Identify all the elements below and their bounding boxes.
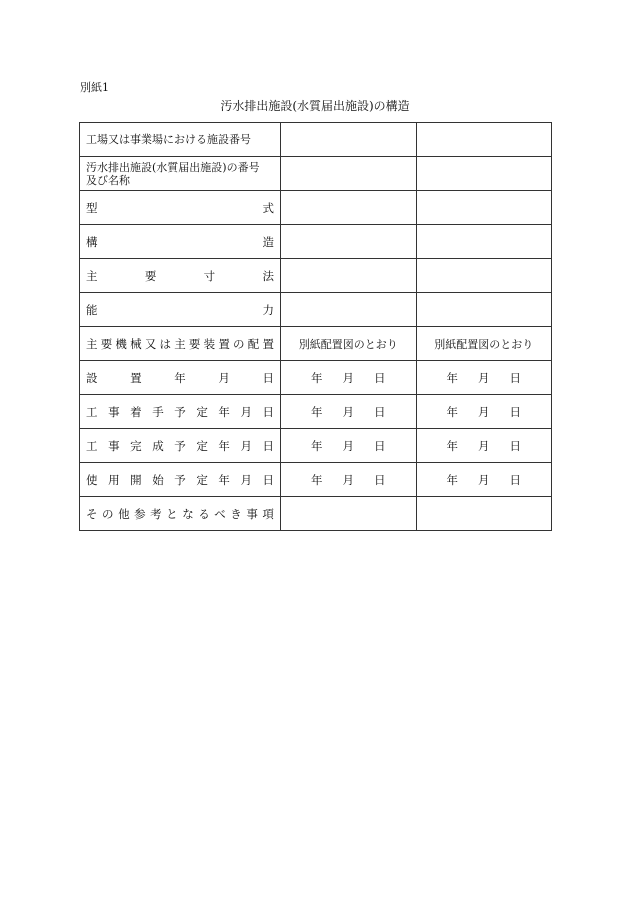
label-char: 力	[262, 302, 274, 317]
year-mark: 年	[311, 472, 323, 487]
month-mark: 月	[478, 404, 490, 419]
label-char: の	[233, 336, 245, 351]
month-mark: 月	[478, 370, 490, 385]
value-cell	[416, 191, 552, 225]
row-label-cell	[80, 191, 281, 225]
row-label-structure	[86, 234, 274, 250]
label-char: 日	[262, 370, 274, 385]
label-char: 定	[196, 438, 208, 453]
table-row	[80, 395, 552, 429]
label-char: と	[166, 506, 178, 521]
label-char: 日	[262, 404, 274, 419]
row-label-operation-start-date	[86, 472, 274, 488]
row-label-cell	[80, 463, 281, 497]
label-char: 置	[130, 370, 142, 385]
value-cell	[416, 225, 552, 259]
label-char: 要	[100, 336, 113, 351]
label-char: 寸	[203, 268, 216, 283]
label-char: 参	[134, 506, 146, 521]
label-char: 定	[196, 404, 208, 419]
layout-reference-cell: 別紙配置図のとおり	[281, 327, 417, 361]
label-char: は	[159, 336, 172, 351]
table-row	[80, 361, 552, 395]
row-label-cell	[80, 361, 281, 395]
label-char: 機	[115, 336, 127, 351]
label-char: 始	[152, 472, 164, 487]
value-cell	[281, 497, 417, 531]
row-label-line: 及び名称	[86, 173, 130, 187]
label-char: 年	[218, 404, 230, 419]
label-char: 定	[196, 472, 208, 487]
layout-reference-cell: 別紙配置図のとおり	[416, 327, 552, 361]
day-mark: 日	[374, 472, 386, 487]
month-mark: 月	[342, 472, 354, 487]
row-label-facility-name	[86, 161, 274, 187]
year-mark: 年	[446, 404, 458, 419]
row-label-installation-date	[86, 370, 274, 386]
table-row	[80, 191, 552, 225]
label-char: 主	[174, 336, 186, 351]
label-char: 事	[108, 438, 120, 453]
date-cell	[281, 429, 417, 463]
row-label-cell	[80, 497, 281, 531]
day-mark: 日	[509, 370, 521, 385]
day-mark: 日	[374, 438, 386, 453]
table-row	[80, 293, 552, 327]
date-cell	[281, 395, 417, 429]
value-cell	[281, 259, 417, 293]
label-char: 構	[86, 234, 98, 249]
label-char: 年	[218, 472, 230, 487]
table-row	[80, 225, 552, 259]
label-char: 法	[262, 268, 274, 283]
label-char: 置	[218, 336, 230, 351]
date-cell	[416, 361, 552, 395]
label-char: 造	[262, 234, 274, 249]
row-label-construction-start-date	[86, 404, 274, 420]
label-char: 使	[86, 472, 98, 487]
value-cell	[416, 497, 552, 531]
label-char: べ	[214, 506, 226, 521]
row-label-cell	[80, 327, 281, 361]
value-cell	[281, 225, 417, 259]
label-char: る	[198, 506, 210, 521]
table-row	[80, 429, 552, 463]
label-char: 事	[246, 506, 258, 521]
label-char: 完	[130, 438, 142, 453]
table-row	[80, 463, 552, 497]
label-char: 械	[130, 336, 142, 351]
table-row	[80, 497, 552, 531]
date-cell	[281, 361, 417, 395]
value-cell	[416, 293, 552, 327]
row-label-other-reference	[86, 506, 274, 522]
row-label-equipment-layout	[86, 336, 274, 352]
table-row	[80, 259, 552, 293]
row-label-cell	[80, 395, 281, 429]
day-mark: 日	[509, 472, 521, 487]
label-char: 年	[218, 438, 230, 453]
label-char: 考	[150, 506, 162, 521]
month-mark: 月	[342, 370, 354, 385]
label-char: 式	[262, 200, 274, 215]
value-cell	[281, 191, 417, 225]
label-char: 能	[86, 302, 98, 317]
year-mark: 年	[311, 438, 323, 453]
value-cell	[281, 123, 417, 157]
facility-structure-table	[79, 122, 552, 531]
month-mark: 月	[342, 438, 354, 453]
label-char: 工	[86, 438, 98, 453]
month-mark: 月	[478, 438, 490, 453]
value-cell	[416, 259, 552, 293]
label-char: 月	[240, 438, 252, 453]
label-char: な	[182, 506, 194, 521]
label-char: 日	[262, 472, 274, 487]
label-char: 手	[152, 404, 164, 419]
value-cell	[281, 157, 417, 191]
label-char: 主	[86, 336, 98, 351]
row-label-main-dimensions	[86, 268, 274, 284]
row-label-type	[86, 200, 274, 216]
label-char: の	[102, 506, 114, 521]
date-cell	[416, 463, 552, 497]
month-mark: 月	[478, 472, 490, 487]
label-char: 又	[144, 336, 157, 351]
label-char: 設	[86, 370, 98, 385]
month-mark: 月	[342, 404, 354, 419]
label-char: 年	[174, 370, 186, 385]
day-mark: 日	[509, 404, 521, 419]
label-char: 着	[130, 404, 142, 419]
date-cell	[281, 463, 417, 497]
label-char: 月	[240, 472, 252, 487]
label-char: 項	[262, 506, 274, 521]
label-char: き	[230, 506, 242, 521]
date-cell	[416, 429, 552, 463]
row-label-line: 汚水排出施設(水質届出施設)の番号	[86, 160, 260, 174]
row-label-capacity	[86, 302, 274, 318]
label-char: 月	[240, 404, 252, 419]
value-cell	[416, 123, 552, 157]
row-label-cell	[80, 123, 281, 157]
table-row	[80, 123, 552, 157]
label-char: 型	[86, 200, 98, 215]
label-char: 主	[86, 268, 98, 283]
label-char: 日	[262, 438, 274, 453]
document-title: 汚水排出施設(水質届出施設)の構造	[220, 99, 410, 113]
year-mark: 年	[446, 438, 458, 453]
annex-label: 別紙1	[80, 81, 109, 94]
value-cell	[416, 157, 552, 191]
label-char: 予	[174, 472, 186, 487]
table-row	[80, 157, 552, 191]
year-mark: 年	[311, 370, 323, 385]
label-char: 成	[152, 438, 164, 453]
row-label-cell	[80, 157, 281, 191]
row-label-cell	[80, 225, 281, 259]
value-cell	[281, 293, 417, 327]
label-char: 要	[188, 336, 201, 351]
row-label-cell	[80, 429, 281, 463]
day-mark: 日	[374, 404, 386, 419]
label-char: 月	[218, 370, 230, 385]
label-char: そ	[86, 506, 98, 521]
date-cell	[416, 395, 552, 429]
label-char: 予	[174, 404, 186, 419]
label-char: 工	[86, 404, 98, 419]
label-char: 開	[130, 472, 142, 487]
row-label-cell	[80, 293, 281, 327]
label-char: 配	[247, 336, 260, 351]
label-char: 装	[203, 336, 216, 351]
row-label-cell	[80, 259, 281, 293]
table-row	[80, 327, 552, 361]
label-char: 他	[118, 506, 130, 521]
label-char: 要	[144, 268, 157, 283]
year-mark: 年	[446, 370, 458, 385]
row-label-facility-number: 工場又は事業場における施設番号	[86, 133, 251, 146]
row-label-construction-completion-date	[86, 438, 274, 454]
year-mark: 年	[446, 472, 458, 487]
day-mark: 日	[509, 438, 521, 453]
label-char: 事	[108, 404, 120, 419]
label-char: 置	[262, 336, 274, 351]
label-char: 予	[174, 438, 186, 453]
year-mark: 年	[311, 404, 323, 419]
label-char: 用	[108, 472, 120, 487]
day-mark: 日	[374, 370, 386, 385]
